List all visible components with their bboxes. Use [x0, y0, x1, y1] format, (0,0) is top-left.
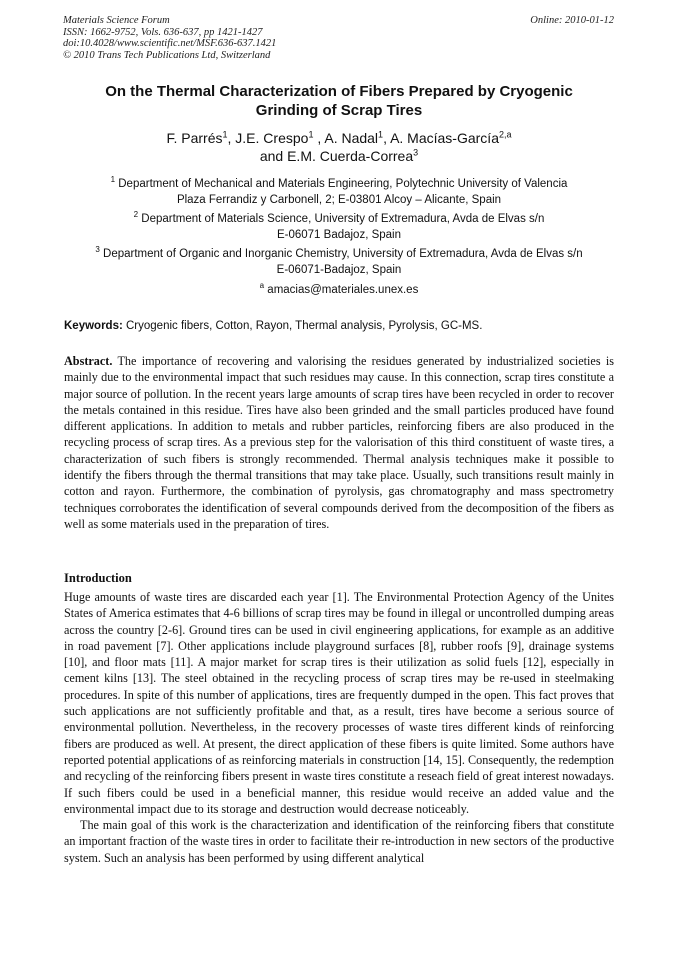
email-mark: a: [259, 281, 265, 291]
author-affil-mark: 1: [222, 129, 228, 140]
paper-title: [80, 82, 598, 120]
online-date: Online: 2010-01-12: [530, 15, 614, 26]
abstract: [64, 353, 614, 532]
keywords: [64, 318, 482, 334]
affiliation-3: [64, 246, 614, 278]
affiliation-address: Plaza Ferrandiz y Carbonell, 2; E-03801 Alcoy – Alicante, Spain: [176, 194, 502, 206]
journal-doi: doi:10.4028/www.scientific.net/MSF.636-637.1421: [63, 38, 277, 49]
affiliation-address: E-06071-Badajoz, Spain: [276, 264, 402, 276]
affiliation-mark: 1: [110, 175, 116, 185]
author-affil-mark: 2,a: [499, 129, 512, 140]
author-name: and E.M. Cuerda-Correa: [259, 148, 414, 164]
affiliation-mark: 2: [133, 210, 139, 220]
paragraph: The main goal of this work is the characterization and identification of the reinforcing fibers that constitute an important fraction of the waste tires in order to facilitate their re-introduction in new sectors of the productive system. Such an analysis has been performed by using different analytical: [64, 818, 614, 865]
author-affil-mark: 1: [308, 129, 314, 140]
title-line-2: Grinding of Scrap Tires: [255, 102, 423, 119]
corresponding-email: [64, 282, 614, 298]
abstract-text: The importance of recovering and valorising the residues generated by industrialized societies is mainly due to the environmental impact that such residues may cause. In this connection, scrap tires constitute a major source of pollution. In the recent years large amounts of scrap tires have been recycled in order to recover the metals contained in this residue. Tires have also been grinded and the small particles produced have found different applications. In addition to metals and rubber particles, reinforcing fibers are also produced in the recycling process of scrap tires. As a previous step for the valorisation of this third constituent of waste tires, a characterization of such fibers is strongly recommended. Thermal analysis techniques make it possible to identify the fibers through the thermal transitions that may take place. Usually, such transitions result mainly in cotton and rayon. Furthermore, the combination of pyrolysis, gas chromatography and mass spectrometry techniques corroborates the identification of several compounds derived from the decomposition of the fibers as well as some materials used in the preparation of tires.: [64, 354, 614, 531]
author-affil-mark: 3: [413, 147, 419, 158]
affiliation-2: [64, 211, 614, 243]
affiliation-line: [64, 211, 614, 227]
author-name: F. Parrés: [166, 130, 223, 146]
journal-name: Materials Science Forum: [63, 15, 170, 26]
abstract-label: Abstract.: [64, 354, 113, 368]
author-affil-mark: 1: [378, 129, 384, 140]
journal-copyright: © 2010 Trans Tech Publications Ltd, Switzerland: [63, 49, 271, 61]
affiliation-text: Department of Mechanical and Materials Engineering, Polytechnic University of Valencia: [115, 178, 568, 190]
affiliation-1: [64, 176, 614, 208]
author-name: , A. Macías-García: [383, 130, 499, 146]
author-list: [70, 129, 608, 165]
authors-line-2: [70, 147, 608, 165]
paragraph: Huge amounts of waste tires are discarded each year [1]. The Environmental Protection Agency of the Unites States of America estimates that 4-6 billions of scrap tires may be found in illegal or uncontrolled dumping areas across the country [2-6]. Ground tires can be used in civil engineering applications, for example as an additive in road pavement [7]. Other applications include playground surfaces [8], rubber roofs [9], drainage systems [10], and floor mats [11]. A major market for scrap tires is their utilization as solid fuels [12], especially in cement kilns [13]. The steel obtained in the recycling process of scrap tires may be re-used in steelmaking procedures. In spite of this number of applications, tires are frequently dumped in the open. This fact proves that such applications are not sufficiently profitable and that, as a result, tires have become a serious source of environmental pollution. Nevertheless, in the recovery processes of waste tires different kinds of reinforcing fibers are produced as well. At present, the direct application of these fibers is quite limited. Some authors have reported potential applications of as reinforcing materials in construction [14, 15]. Consequently, the redemption and recycling of the reinforcing fibers present in waste tires constitute a reseach field of great interest nowadays. If such fibers could be used in a beneficial manner, this residue would receive an added value and the environmental impact due to its storage and destruction would decrease noticeably.: [64, 590, 614, 816]
authors-line-1: [70, 129, 608, 147]
author-name: , J.E. Crespo: [227, 130, 309, 146]
journal-issn: ISSN: 1662-9752, Vols. 636-637, pp 1421-1427: [63, 26, 263, 38]
affiliation-address: E-06071 Badajoz, Spain: [276, 229, 402, 241]
affiliation-line: [64, 246, 614, 262]
section-heading-introduction: Introduction: [64, 571, 132, 585]
affiliation-text: Department of Organic and Inorganic Chemistry, University of Extremadura, Avda de Elvas s/n: [99, 248, 583, 260]
journal-info: [63, 15, 276, 61]
affiliation-text: Department of Materials Science, University of Extremadura, Avda de Elvas s/n: [138, 213, 545, 225]
affiliation-mark: 3: [95, 245, 100, 255]
author-name: , A. Nadal: [313, 130, 379, 146]
title-line-1: On the Thermal Characterization of Fibers Prepared by Cryogenic: [105, 83, 573, 100]
keywords-text: Cryogenic fibers, Cotton, Rayon, Thermal analysis, Pyrolysis, GC-MS.: [122, 320, 483, 332]
email-address: amacias@materiales.unex.es: [264, 284, 419, 296]
keywords-label: Keywords:: [64, 320, 123, 332]
affiliation-line: [64, 176, 614, 192]
introduction-body: [64, 589, 614, 866]
